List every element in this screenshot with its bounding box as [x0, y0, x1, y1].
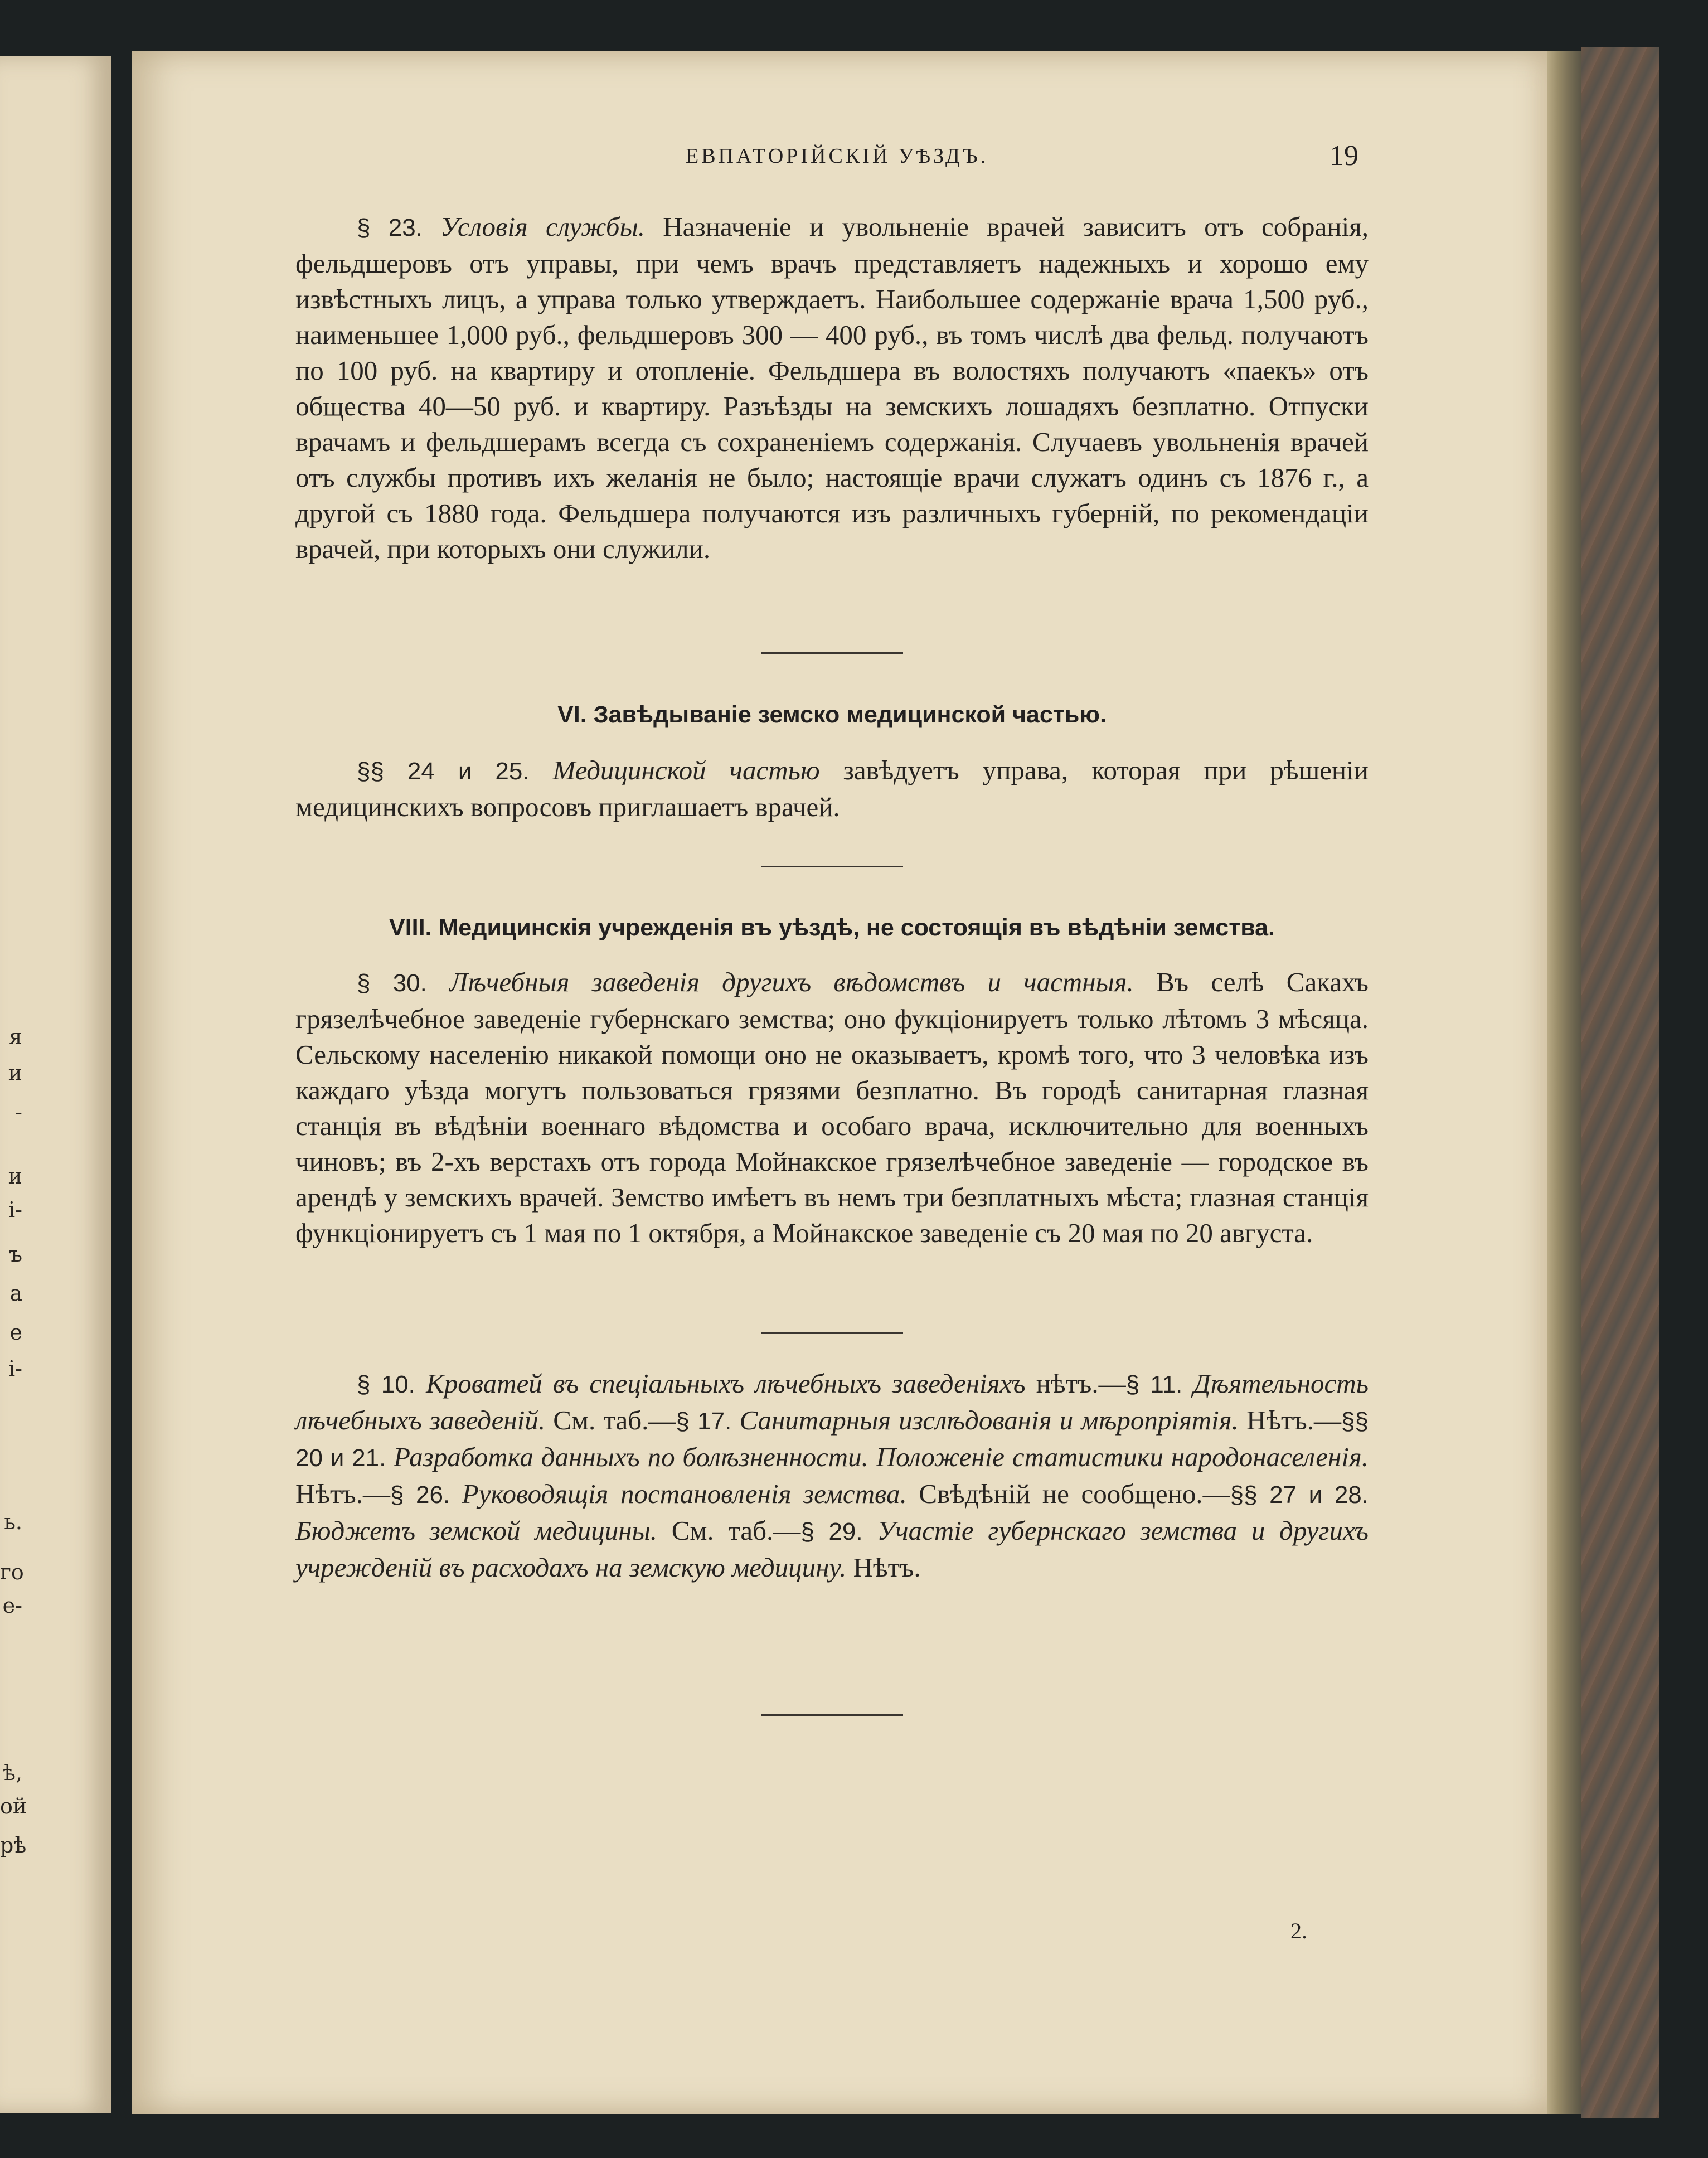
section-text: нѣтъ.—	[1025, 1368, 1126, 1399]
section-text: Свѣдѣній не сообщено.—	[906, 1478, 1230, 1509]
section-text: Нѣтъ.	[846, 1552, 921, 1583]
section-number: § 26.	[390, 1481, 462, 1509]
section-number: § 11.	[1125, 1371, 1193, 1398]
chapter-heading-viii: VIII. Медицинскія учрежденія въ уѣздѣ, не состоящія въ вѣдѣніи земства.	[389, 914, 1275, 941]
section-title: Бюджетъ земской медицины.	[295, 1515, 658, 1546]
left-margin-fragment: -	[15, 1100, 22, 1124]
left-margin-fragment: і-	[8, 1197, 22, 1222]
section-title: Медицинской частью	[552, 755, 820, 785]
left-margin-fragment: и	[8, 1164, 22, 1189]
section-text: См. таб.—	[657, 1515, 801, 1546]
section-title: Санитарныя изслѣдованія и мѣропріятія.	[739, 1405, 1239, 1436]
left-margin-fragment: ой	[0, 1794, 27, 1818]
section-title: Кроватей въ спеціальныхъ лѣчебныхъ заведеніяхъ	[426, 1368, 1026, 1399]
section-title: Руководящія постановленія земства.	[462, 1478, 907, 1509]
left-margin-fragment: рѣ	[0, 1833, 27, 1858]
chapter-heading-vi: VI. Завѣдываніе земско медицинской частью.	[557, 701, 1107, 728]
section-title: Условія службы.	[440, 211, 645, 242]
section-text: Назначеніе и увольненіе врачей зависитъ отъ собранія, фельдшеровъ отъ управы, при чемъ врачъ представляетъ надежныхъ и хорошо ему извѣстныхъ лицъ, а управа только утверждаетъ. Наибольшее содержаніе врача 1,500 руб., наименьшее 1,000 руб., фельдшеровъ 300 — 400 руб., въ томъ числѣ два фельд. получаютъ по 100 руб. на квартиру и отопленіе. Фельдшера въ волостяхъ получаютъ «паекъ» отъ общества 40—50 руб. и квартиру. Разъѣзды на земскихъ лошадяхъ безплатно. Отпуски врачамъ и фельдшерамъ всегда съ сохраненіемъ содержанія. Случаевъ увольненія врачей отъ службы противъ ихъ желанія не было; настоящіе врачи служатъ одинъ съ 1876 г., а другой съ 1880 года. Фельдшера получаются изъ различныхъ губерній, по рекомендаціи врачей, при которыхъ они служили.	[295, 211, 1369, 564]
section-text: См. таб.—	[545, 1405, 676, 1436]
left-margin-fragment: ѣ,	[3, 1761, 22, 1785]
section-title: Лѣчебныя заведенія другихъ вѣдомствъ и частныя.	[449, 967, 1134, 997]
left-margin-fragments	[0, 56, 111, 2113]
left-page	[0, 56, 111, 2113]
section-number: § 23.	[357, 214, 423, 241]
section-23-paragraph	[295, 209, 1369, 567]
left-margin-fragment: я	[9, 1025, 22, 1049]
left-margin-fragment: го	[0, 1560, 24, 1584]
left-margin-fragment: а	[9, 1281, 22, 1306]
left-margin-fragment: ь.	[4, 1510, 22, 1534]
divider-rule	[761, 866, 903, 867]
section-text: Нѣтъ.—	[1238, 1405, 1342, 1436]
left-margin-fragment: и	[8, 1061, 22, 1085]
left-margin-fragment: е-	[2, 1593, 22, 1618]
signature-mark: 2.	[1290, 1918, 1307, 1943]
section-title: Участіе губернскаго земства и другихъ учрежденій въ расходахъ на земскую медицину.	[295, 1515, 1369, 1583]
page-edges	[1547, 51, 1581, 2114]
book-cover-edge	[1581, 47, 1659, 2118]
section-title: Дѣятельность лѣчебныхъ заведеній.	[295, 1368, 1369, 1436]
left-margin-fragment: ъ	[8, 1242, 22, 1267]
left-margin-fragment: е	[9, 1320, 22, 1345]
section-text: Нѣтъ.—	[295, 1478, 390, 1509]
section-10-summary-paragraph	[295, 1366, 1369, 1585]
section-text: завѣдуетъ управа, которая при рѣшеніи медицинскихъ вопросовъ приглашаетъ врачей.	[295, 755, 1369, 822]
section-30-paragraph	[295, 964, 1369, 1251]
divider-rule	[761, 1332, 903, 1334]
page-number: 19	[1329, 140, 1358, 172]
section-24-25-paragraph	[295, 753, 1369, 825]
running-head: ЕВПАТОРІЙСКІЙ УѢЗДЪ.	[686, 144, 989, 168]
section-number: §§ 24 и 25.	[357, 758, 530, 785]
section-title: Разработка данныхъ по болѣзненности. Положеніе статистики народонаселенія.	[394, 1442, 1369, 1472]
divider-rule	[761, 1714, 903, 1716]
divider-rule	[761, 652, 903, 654]
section-number: §§ 27 и 28.	[1230, 1481, 1369, 1509]
section-text: Въ селѣ Сакахъ грязелѣчебное заведеніе губернскаго земства; оно фукціонируетъ только лѣтомъ 3 мѣсяца. Сельскому населенію никакой помощи оно не оказываетъ, кромѣ того, что 3 человѣка изъ каждаго уѣзда могутъ пользоваться грязями безплатно. Въ городѣ санитарная глазная станція въ вѣдѣніи военнаго вѣдомства и особаго врача, исключительно для военныхъ чиновъ; въ 2-хъ верстахъ отъ города Мойнакское грязелѣчебное заведеніе — городское въ арендѣ у земскихъ врачей. Земство имѣетъ въ немъ три безплатныхъ мѣста; глазная станція функціонируетъ съ 1 мая по 1 октября, а Мойнакское заведеніе съ 20 мая по 20 августа.	[295, 967, 1369, 1248]
section-number: § 10.	[357, 1371, 426, 1398]
section-number: § 29.	[800, 1518, 877, 1545]
section-number: § 17.	[676, 1408, 740, 1435]
section-number: §§ 20 и 21.	[295, 1408, 1369, 1472]
left-margin-fragment: і-	[8, 1356, 22, 1381]
section-number: § 30.	[357, 969, 427, 997]
